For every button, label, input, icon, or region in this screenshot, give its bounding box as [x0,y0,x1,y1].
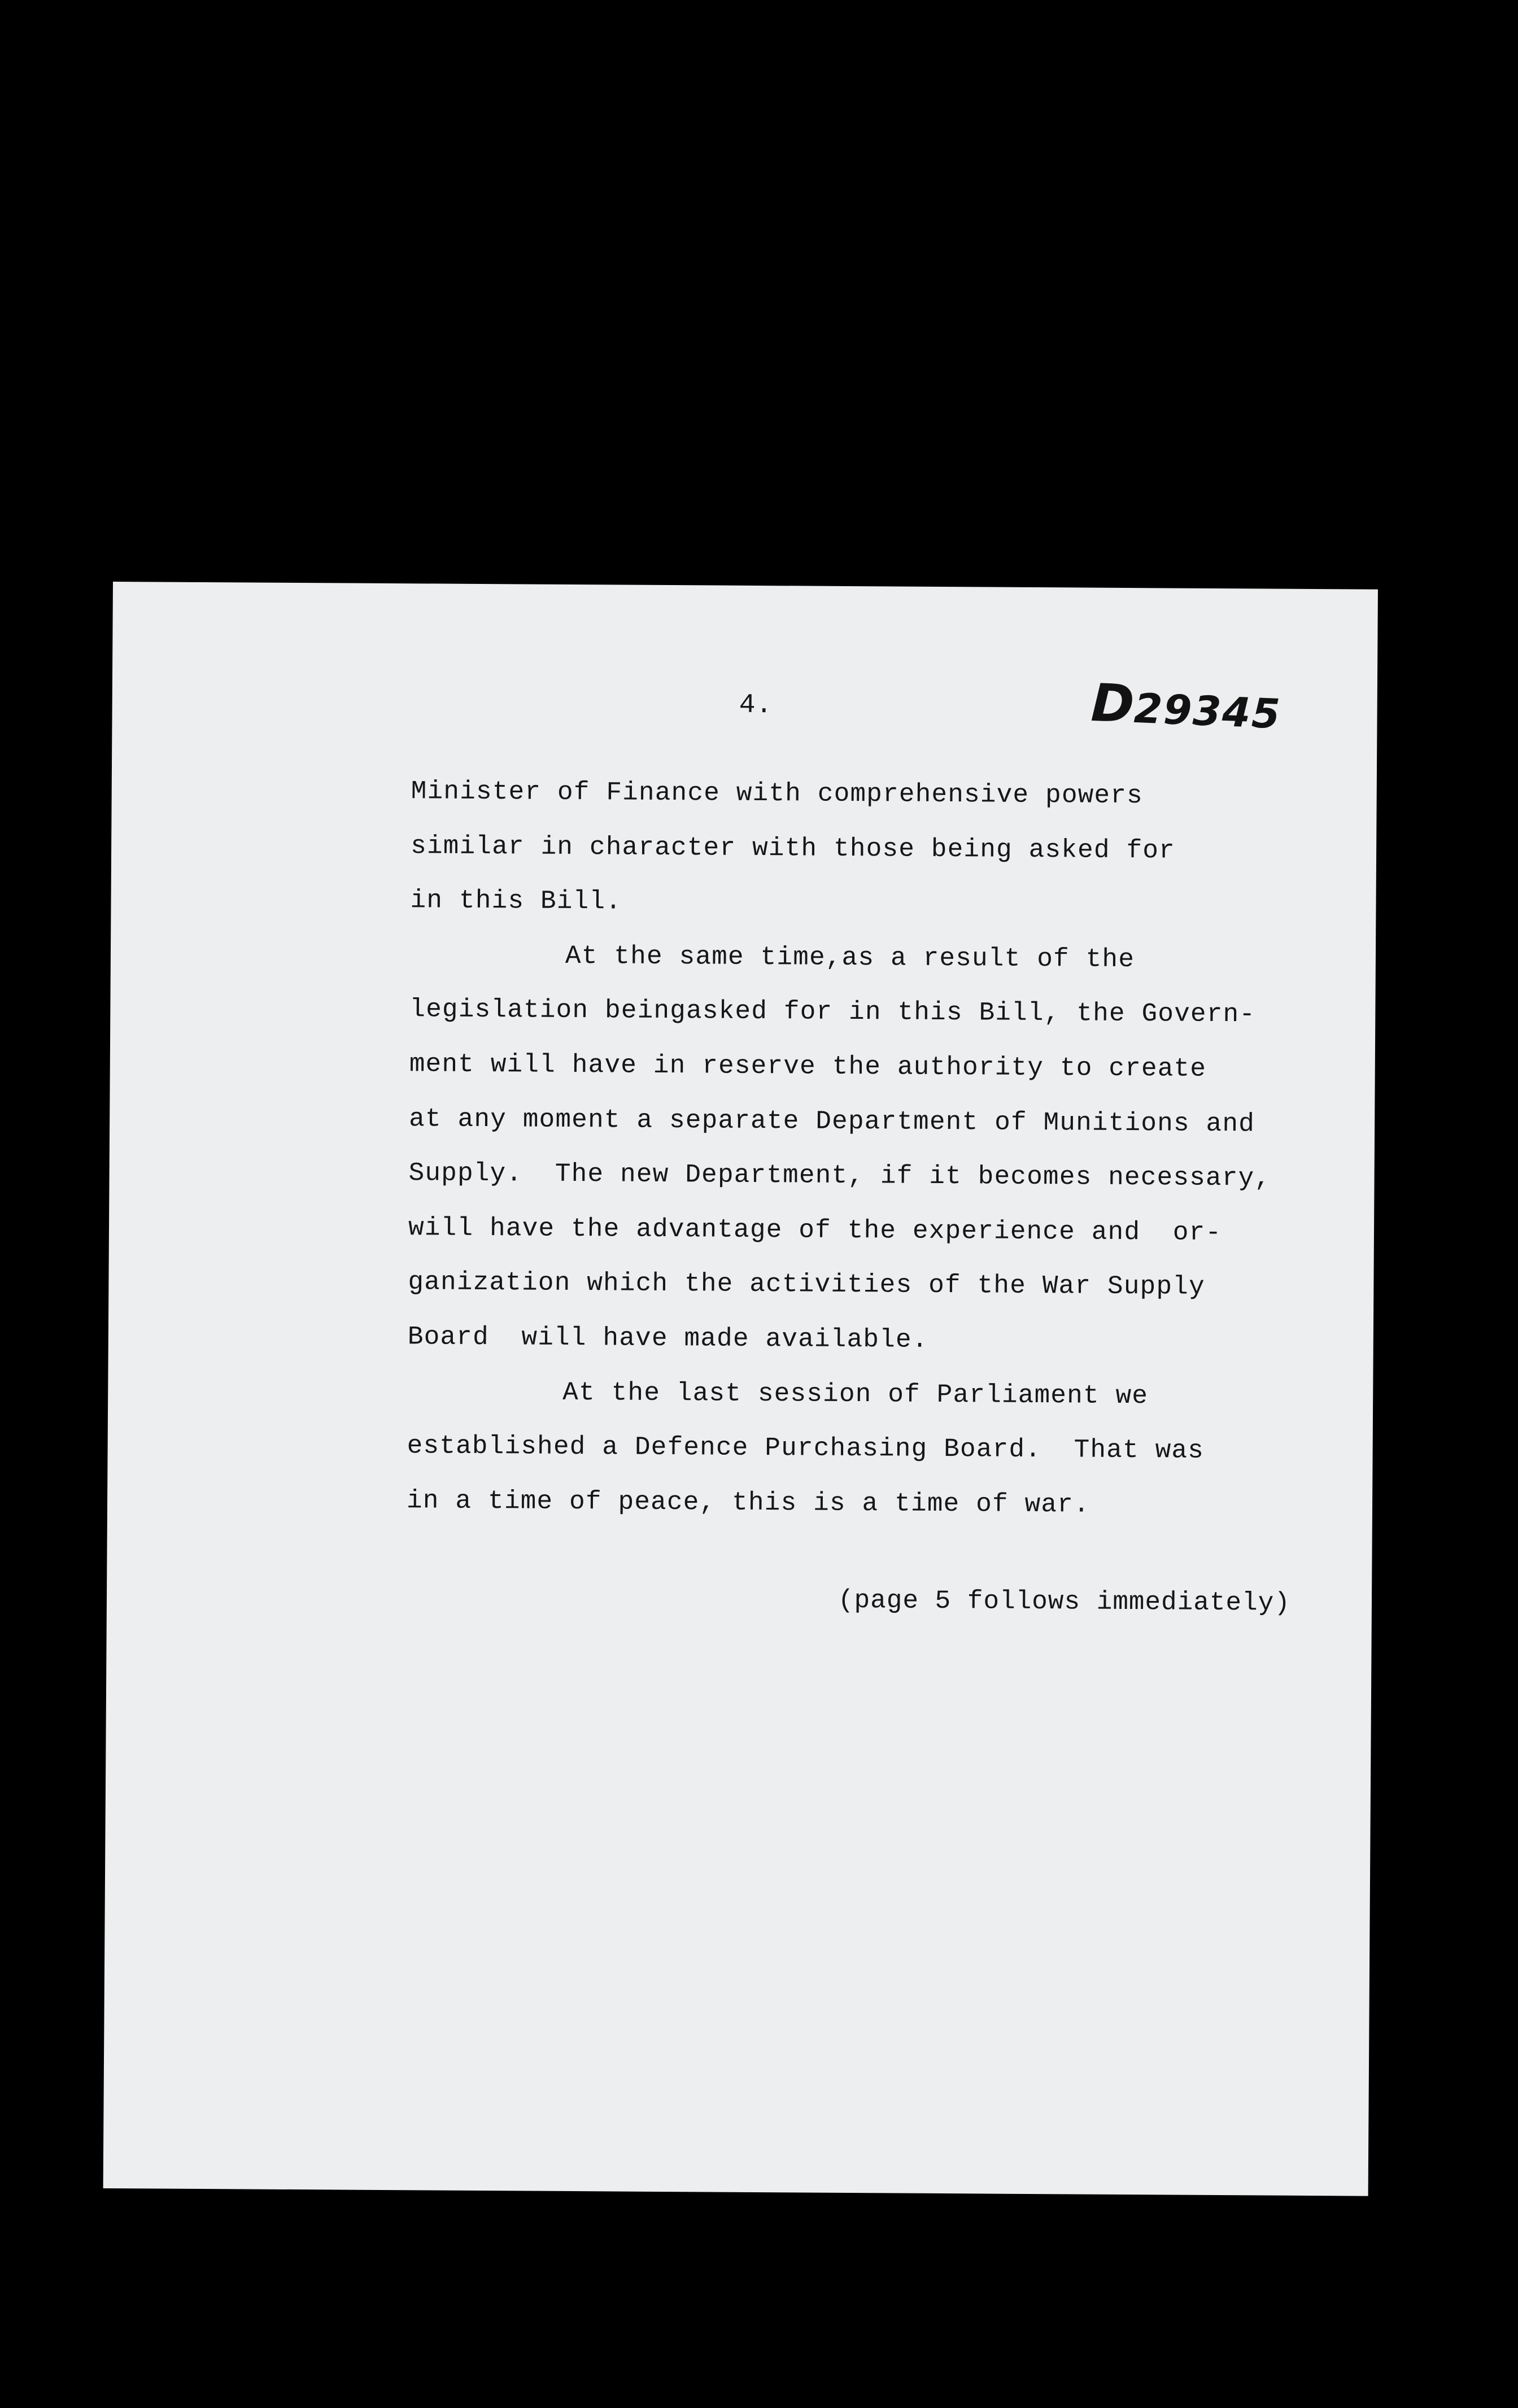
text-line: legislation beingasked for in this Bill, the Govern- [409,994,1256,1029]
text-line: in this Bill. [410,885,622,917]
document-page [103,582,1378,2196]
page-number: 4. [739,690,773,721]
text-line: Minister of Finance with comprehensive powers [411,777,1144,811]
text-line-paragraph-start: At the last session of Parliament we [562,1377,1149,1411]
page-follows-note: (page 5 follows immediately) [837,1585,1291,1618]
text-line-paragraph-start: At the same time,as a result of the [565,941,1135,974]
text-line: at any moment a separate Department of Munitions and [409,1103,1255,1138]
text-line: similar in character with those being asked for [410,831,1176,866]
text-line: ganization which the activities of the War Supply [408,1267,1205,1302]
document-id-number: 29345 [1133,684,1283,738]
text-line: established a Defence Purchasing Board. That was [407,1431,1205,1465]
text-line: Supply. The new Department, if it becomes necessary, [408,1158,1271,1193]
text-line: in a time of peace, this is a time of war. [406,1485,1090,1520]
document-body [407,764,1273,1533]
text-line: Board will have made available. [407,1322,928,1355]
text-line: will have the advantage of the experience and or- [408,1212,1222,1247]
document-id-letter: D [1089,672,1136,735]
text-line: ment will have in reserve the authority to create [409,1049,1207,1084]
document-id-stamp [1071,661,1283,751]
